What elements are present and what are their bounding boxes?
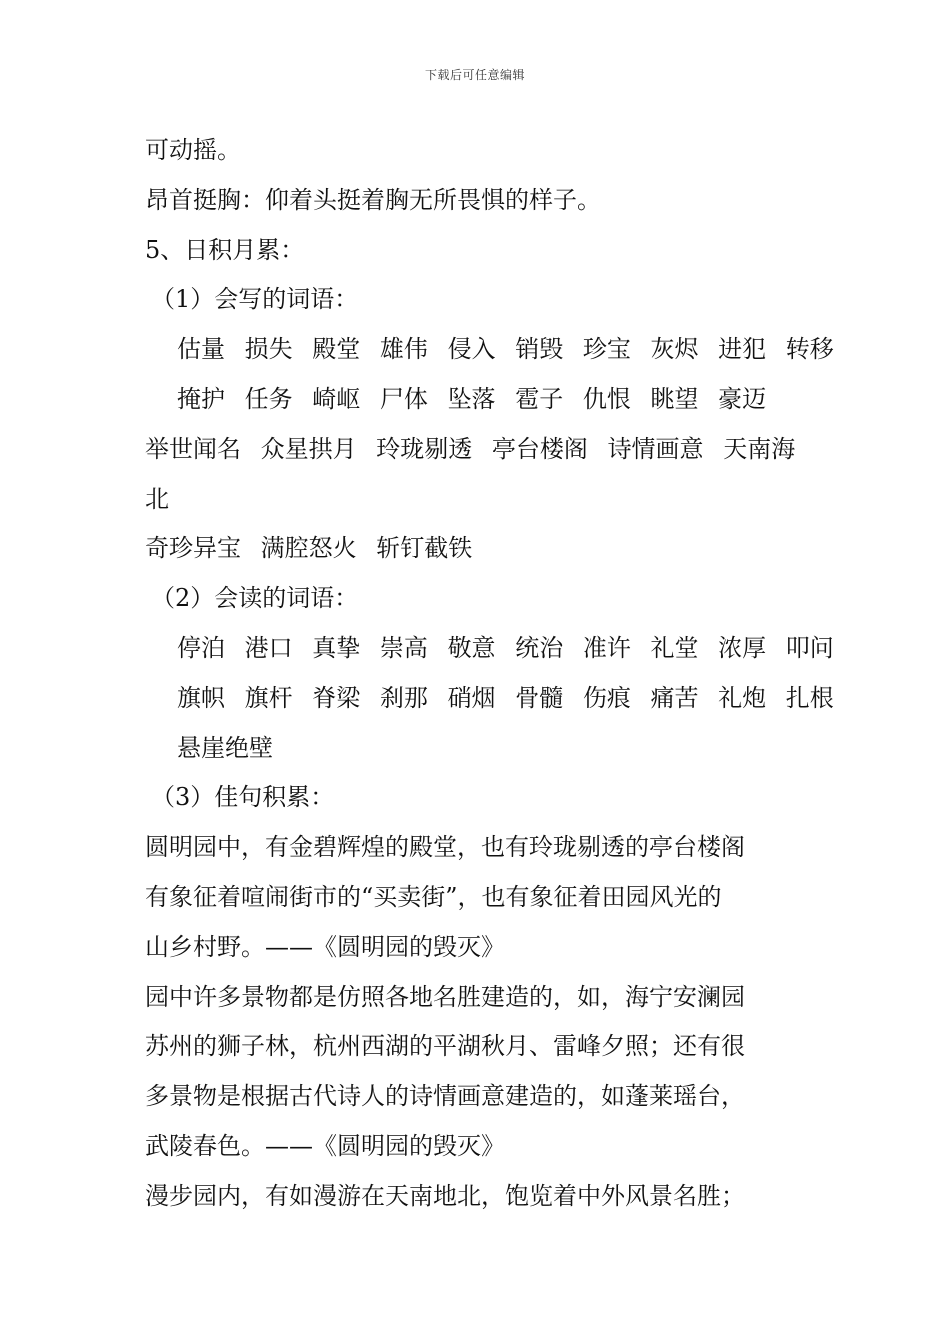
word: 叩问 (785, 633, 834, 662)
word: 殿堂 (312, 335, 361, 364)
word: 损失 (244, 335, 293, 364)
word: 侵入 (447, 335, 496, 364)
word: 掩护 (177, 384, 225, 413)
idiom: 斩钉截铁 (376, 534, 473, 563)
sentence-line: 园中许多景物都是仿照各地名胜建造的，如，海宁安澜园 (145, 982, 745, 1011)
word: 伤痕 (582, 683, 631, 712)
idioms-row-1 (145, 429, 815, 479)
idiom: 诗情画意 (607, 434, 704, 463)
subsection-heading-write: （1）会写的词语： (151, 285, 359, 314)
word: 旗杆 (244, 683, 293, 712)
word: 尸体 (379, 384, 428, 413)
idiom: 众星拱月 (260, 434, 357, 463)
word: 悬崖绝壁 (177, 733, 273, 762)
page-header-watermark: 下载后可任意编辑 (424, 68, 525, 82)
read-words-row-2 (145, 678, 834, 728)
definition-line: 昂首挺胸：仰着头挺着胸无所畏惧的样子。 (145, 185, 601, 214)
word: 灰烬 (650, 335, 699, 364)
word: 旗帜 (177, 683, 225, 712)
word: 礼炮 (718, 683, 767, 712)
word: 进犯 (718, 335, 767, 364)
idioms-row-2 (145, 528, 815, 578)
idiom: 天南海 (723, 434, 796, 463)
word: 崎岖 (312, 384, 361, 413)
word: 扎根 (785, 683, 834, 712)
text-line: 可动摇。 (145, 136, 241, 164)
sentence-line: 山乡村野。——《圆明园的毁灭》 (145, 932, 505, 961)
word: 骨髓 (515, 683, 564, 712)
word: 统治 (515, 633, 564, 662)
word: 转移 (785, 335, 834, 364)
word: 准许 (582, 633, 631, 662)
sentence-line: 武陵春色。——《圆明园的毁灭》 (145, 1131, 505, 1160)
word: 痛苦 (650, 683, 699, 712)
word: 仇恨 (582, 384, 631, 413)
word: 真挚 (312, 633, 361, 662)
word: 珍宝 (582, 335, 631, 364)
idiom-continuation: 北 (145, 484, 169, 513)
word: 任务 (244, 384, 293, 413)
idiom: 玲珑剔透 (376, 434, 473, 463)
word: 敬意 (447, 633, 496, 662)
word: 浓厚 (718, 633, 767, 662)
word: 估量 (177, 335, 225, 364)
word: 港口 (244, 633, 293, 662)
word: 坠落 (447, 384, 496, 413)
sentence-line: 苏州的狮子林，杭州西湖的平湖秋月、雷峰夕照；还有很 (145, 1032, 745, 1061)
idiom: 亭台楼阁 (491, 434, 588, 463)
word: 脊梁 (312, 683, 361, 712)
word: 豪迈 (718, 384, 767, 413)
word: 礼堂 (650, 633, 699, 662)
word: 雹子 (515, 384, 564, 413)
idiom: 满腔怒火 (260, 534, 357, 563)
word: 销毁 (515, 335, 564, 364)
subsection-heading-read: （2）会读的词语： (151, 584, 359, 613)
sentence-line: 有象征着喧闹街市的“买卖街”，也有象征着田园风光的 (145, 882, 722, 911)
word: 刹那 (379, 683, 428, 712)
word: 硝烟 (447, 683, 496, 712)
section-heading: 5、日积月累： (145, 235, 305, 264)
word: 眺望 (650, 384, 699, 413)
write-words-row-1 (145, 329, 834, 379)
write-words-row-2 (145, 379, 815, 429)
idiom: 奇珍异宝 (145, 534, 241, 563)
word: 崇高 (379, 633, 428, 662)
document-body (145, 130, 834, 1226)
read-words-row-1 (145, 628, 834, 678)
subsection-heading-sentences: （3）佳句积累： (151, 783, 335, 812)
word: 雄伟 (379, 335, 428, 364)
word: 停泊 (177, 633, 225, 662)
sentence-line: 圆明园中，有金碧辉煌的殿堂，也有玲珑剔透的亭台楼阁 (145, 833, 745, 862)
read-words-row-3 (145, 728, 815, 778)
sentence-line: 漫步园内，有如漫游在天南地北，饱览着中外风景名胜； (145, 1181, 745, 1210)
idiom: 举世闻名 (145, 434, 241, 463)
sentence-line: 多景物是根据古代诗人的诗情画意建造的，如蓬莱瑶台， (145, 1082, 745, 1111)
